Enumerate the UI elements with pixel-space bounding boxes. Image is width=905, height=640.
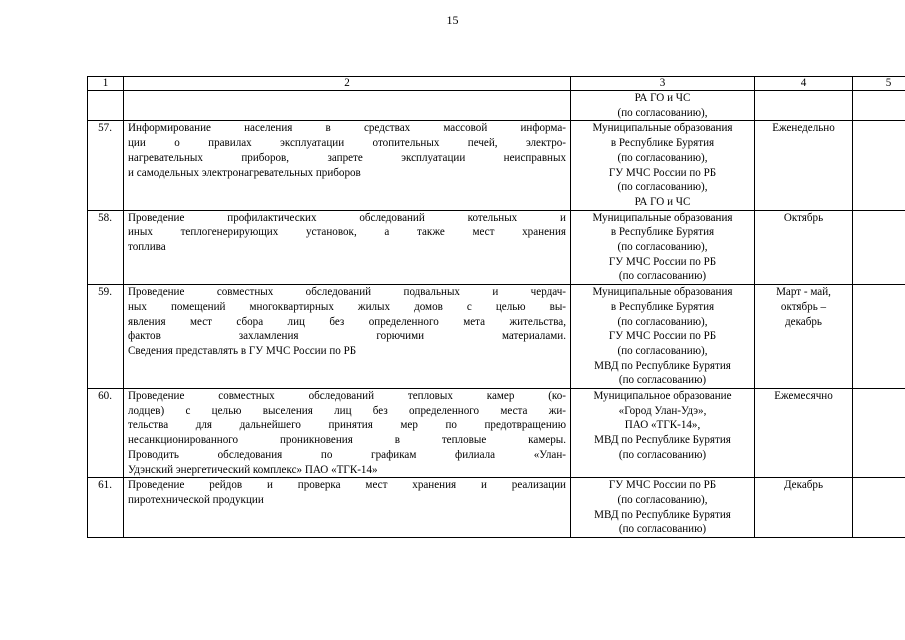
organization-line: МВД по Республике Бурятия [594, 359, 731, 372]
deadline-line: Ежемесячно [774, 390, 833, 403]
deadline-cell [755, 121, 853, 210]
note-cell [853, 389, 905, 478]
organization-line: (по согласованию) [618, 374, 707, 387]
measure-text-line: иных теплогенерирующих установок, а также мест хранения [128, 226, 566, 239]
measure-text-line: Проведение совместных обследований подвальных и чердач- [128, 286, 566, 299]
organization-line: в Республике Бурятия [610, 137, 715, 150]
measure-text-cell [124, 121, 571, 210]
measure-text-line: Информирование населения в средствах массовой информа- [128, 122, 566, 135]
organization-line: (по согласованию), [617, 181, 708, 194]
measure-text-line: Проведение рейдов и проверка мест хранения и реализации [128, 479, 566, 492]
header-cell: 3 [571, 77, 755, 91]
organizations-cell [571, 121, 755, 210]
measure-text-line: явления мест сбора лиц без определенного мета жительства, [128, 315, 566, 328]
table-row [88, 210, 905, 285]
row-number-cell [88, 91, 124, 121]
deadline-cell [755, 285, 853, 389]
measure-text-line: лодцев) с целью выселения лиц без определенного места жи- [128, 404, 566, 417]
measures-table [87, 76, 905, 538]
note-cell [853, 285, 905, 389]
organization-line: Муниципальное образование [593, 390, 732, 403]
organization-line: (по согласованию) [618, 270, 707, 283]
measure-text-line: и самодельных электронагревательных приборов [128, 166, 361, 179]
table-header-row [88, 77, 905, 91]
organization-line: (по согласованию), [617, 493, 708, 506]
row-number-cell: 59. [88, 285, 124, 389]
deadline-cell [755, 91, 853, 121]
measure-text-line: Сведения представлять в ГУ МЧС России по РБ [128, 344, 357, 357]
organization-line: РА ГО и ЧС [634, 195, 691, 208]
organization-line: ГУ МЧС России по РБ [608, 479, 717, 492]
organization-line: (по согласованию), [617, 106, 708, 119]
measure-text-line: фактов захламления горючими материалами. [128, 330, 566, 343]
measure-text-line: пиротехнической продукции [128, 493, 264, 506]
organization-line: Муниципальные образования [592, 211, 733, 224]
deadline-line: Март - май, [776, 286, 831, 299]
organization-line: (по согласованию), [617, 344, 708, 357]
organization-line: ГУ МЧС России по РБ [608, 330, 717, 343]
measure-text-line: топлива [128, 241, 166, 254]
organization-line: Муниципальные образования [592, 122, 733, 135]
organizations-cell [571, 285, 755, 389]
organizations-cell [571, 389, 755, 478]
measure-text-line: несанкционированного проникновения в тепловые камеры. [128, 434, 566, 447]
page-number: 15 [446, 13, 459, 27]
measure-text-line: тельства для дальнейшего принятия мер по предотвращению [128, 419, 566, 432]
header-cell: 4 [755, 77, 853, 91]
organization-line: Муниципальные образования [592, 286, 733, 299]
organization-line: «Город Улан-Удэ», [618, 404, 707, 417]
organization-line: в Республике Бурятия [610, 226, 715, 239]
organization-line: МВД по Республике Бурятия [594, 434, 731, 447]
note-cell [853, 121, 905, 210]
deadline-line: Еженедельно [772, 122, 835, 135]
deadline-line: декабрь [785, 315, 822, 328]
measure-text-line: нагревательных приборов, запрете эксплуатации неисправных [128, 151, 566, 164]
table-row [88, 389, 905, 478]
row-number-cell: 57. [88, 121, 124, 210]
deadline-line: Октябрь [783, 211, 824, 224]
deadline-cell [755, 389, 853, 478]
header-cell: 2 [124, 77, 571, 91]
organization-line: (по согласованию), [617, 315, 708, 328]
organization-line: (по согласованию), [617, 151, 708, 164]
organization-line: (по согласованию) [618, 448, 707, 461]
table-row [88, 121, 905, 210]
organization-line: ПАО «ТГК-14», [624, 419, 701, 432]
organizations-cell [571, 91, 755, 121]
measure-text-line: ции о правилах эксплуатации отопительных печей, электро- [128, 137, 566, 150]
header-cell: 5 [853, 77, 905, 91]
measure-text-line: Проведение совместных обследований тепловых камер (ко- [128, 390, 566, 403]
deadline-cell [755, 210, 853, 285]
continuation-row [88, 91, 905, 121]
measure-text-cell [124, 210, 571, 285]
table-row [88, 285, 905, 389]
organizations-cell [571, 210, 755, 285]
note-cell [853, 210, 905, 285]
note-cell [853, 91, 905, 121]
measure-text-line: Проводить обследования по графикам филиала «Улан- [128, 448, 566, 461]
organization-line: ГУ МЧС России по РБ [608, 255, 717, 268]
organization-line: РА ГО и ЧС [634, 92, 691, 104]
measure-text-line: Удэнский энергетический комплекс» ПАО «ТГК-14» [128, 463, 378, 476]
note-cell [853, 478, 905, 538]
header-cell: 1 [88, 77, 124, 91]
row-number-cell: 58. [88, 210, 124, 285]
measure-text-line: ных помещений многоквартирных жилых домов с целью вы- [128, 300, 566, 313]
measure-text-cell [124, 389, 571, 478]
deadline-line: Декабрь [783, 479, 824, 492]
organization-line: (по согласованию), [617, 241, 708, 254]
row-number-cell: 60. [88, 389, 124, 478]
measure-text-cell [124, 478, 571, 538]
organization-line: в Республике Бурятия [610, 300, 715, 313]
measure-text-cell [124, 91, 571, 121]
organization-line: МВД по Республике Бурятия [594, 508, 731, 521]
organization-line: (по согласованию) [618, 523, 707, 536]
deadline-cell [755, 478, 853, 538]
table-row [88, 478, 905, 538]
measure-text-line: Проведение профилактических обследований котельных и [128, 211, 566, 224]
measure-text-cell [124, 285, 571, 389]
row-number-cell: 61. [88, 478, 124, 538]
deadline-line: октябрь – [780, 300, 827, 313]
organization-line: ГУ МЧС России по РБ [608, 166, 717, 179]
organizations-cell [571, 478, 755, 538]
